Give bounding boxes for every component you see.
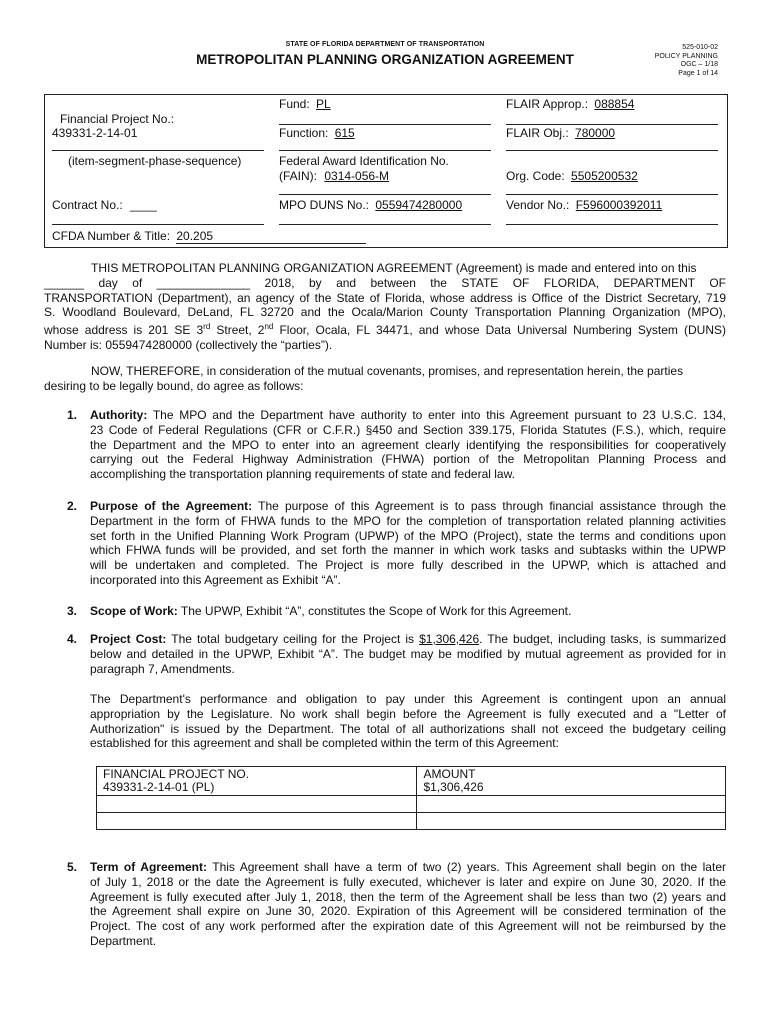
- flair-obj-value: 780000: [575, 126, 616, 140]
- org-code-field: Org. Code: 5505200532: [506, 169, 638, 183]
- state-department-heading: STATE OF FLORIDA DEPARTMENT OF TRANSPORTATION: [285, 41, 485, 48]
- org-code-value: 5505200532: [571, 169, 638, 183]
- flair-obj-field: FLAIR Obj.: 780000: [506, 126, 616, 140]
- form-number: 525-010-02: [682, 44, 718, 51]
- section-1-authority: Authority: The MPO and the Department have authority to enter into this Agreement pursuant to 23 U.S.C. 134, 23 Code of Federal Regulations (CFR or C.F.R.) §450 and Section 339.175, Florida Statutes (F.S.), which, require the Department and the MPO to enter into an agreement clearly identifying the responsibilities for cooperatively carrying out the Federal Highway Administration (FHWA) portion of the Metropolitan Planning Process and accomplishing the transportation planning requirements of state and federal law.: [90, 408, 726, 482]
- now-therefore-paragraph: NOW, THEREFORE, in consideration of the mutual covenants, promises, and representation herein, the parties desiring to be legally bound, do agree as follows:: [44, 364, 684, 393]
- table-cell: [97, 796, 417, 813]
- function-field: Function: 615: [279, 126, 355, 140]
- financial-project-table: [96, 766, 726, 830]
- fain-value: 0314-056-M: [324, 169, 390, 183]
- contract-value: ____: [130, 198, 157, 212]
- flair-approp-value: 088854: [594, 97, 635, 111]
- section-4-appropriation: The Department's performance and obligation to pay under this Agreement is contingent upon an annual appropriation by the Legislature. No work shall begin before the Agreement is fully executed and a "Letter of Authorization" is issued by the Department. The total of all authorizations shall not exceed the budgetary ceiling established for this agreement and shall be completed within the term of this Agreement:: [90, 692, 726, 751]
- form-info: [600, 44, 718, 78]
- amount-column-header: AMOUNT $1,306,426: [417, 767, 726, 796]
- divider: [279, 124, 491, 125]
- fain-field: (FAIN): 0314-056-M: [279, 169, 390, 183]
- policy-label: POLICY PLANNING: [654, 52, 718, 60]
- duns-field: MPO DUNS No.: 0559474280000: [279, 198, 463, 212]
- table-cell: [97, 813, 417, 830]
- section-5-term: Term of Agreement: This Agreement shall have a term of two (2) years. This Agreement shall begin on the later of July 1, 2018 or the date the Agreement is fully executed, whichever is later and expire on June 30, 2020. If the Agreement is fully executed after July 1, 2018, then the term of the Agreement shall be less than two (2) years and the Agreement shall expire on June 30, 2020. Expiration of this Agreement will be considered termination of the Project. The cost of any work performed after the expiration date of this Agreement will not be reimbursed by the Department.: [90, 860, 726, 948]
- fund-field: Fund: PL: [279, 97, 331, 111]
- fund-value: PL: [316, 97, 331, 111]
- project-cost-amount: $1,306,426: [419, 632, 480, 646]
- table-cell: [417, 796, 726, 813]
- divider: [279, 150, 491, 151]
- divider: [279, 194, 491, 195]
- cfda-value: 20.205: [176, 230, 366, 244]
- section-5-number: 5.: [67, 860, 78, 874]
- vendor-value: F596000392011: [575, 198, 663, 212]
- document-title: METROPOLITAN PLANNING ORGANIZATION AGREEMENT: [196, 52, 574, 67]
- function-value: 615: [334, 126, 355, 140]
- vendor-field: Vendor No.: F596000392011: [506, 198, 663, 212]
- divider: [506, 194, 718, 195]
- section-1-number: 1.: [67, 408, 78, 422]
- item-segment-label: (item-segment-phase-sequence): [68, 154, 242, 168]
- intro-paragraph: THIS METROPOLITAN PLANNING ORGANIZATION AGREEMENT (Agreement) is made and entered into on this ______ day of ______________ 2018, by and between the STATE OF FLORIDA, DEPARTMENT OF TRANSPORTATION (Department), an agency of the State of Florida, whose address is Office of the District Secretary, 719 S. Woodland Boulevard, DeLand, FL 32720 and the Ocala/Marion County Transportation Planning Organization (MPO), whose address is 201 SE 3rd Street, 2nd Floor, Ocala, FL 34471, and whose Data Universal Numbering System (DUNS) Number is: 0559474280000 (collectively the “parties”).: [44, 261, 726, 352]
- table-row: [97, 796, 726, 813]
- section-2-number: 2.: [67, 499, 78, 513]
- fp-column-header: FINANCIAL PROJECT NO. 439331-2-14-01 (PL): [97, 767, 417, 796]
- page-number: Page 1 of 14: [678, 69, 718, 77]
- table-row: [97, 813, 726, 830]
- cfda-field: CFDA Number & Title: 20.205: [52, 229, 366, 244]
- financial-project-label: Financial Project No.:: [60, 112, 175, 126]
- divider: [506, 150, 718, 151]
- divider: [506, 124, 718, 125]
- divider: [52, 150, 264, 151]
- divider: [279, 224, 491, 225]
- section-4-number: 4.: [67, 632, 78, 646]
- ogc-label: OGC – 1/18: [680, 61, 718, 69]
- section-3-number: 3.: [67, 604, 78, 618]
- section-4-cost: Project Cost: The total budgetary ceiling for the Project is $1,306,426. The budget, including tasks, is summarized below and detailed in the UPWP, Exhibit “A”. The budget may be modified by mutual agreement as provided for in paragraph 7, Amendments.: [90, 632, 727, 676]
- section-3-scope: Scope of Work: The UPWP, Exhibit “A”, constitutes the Scope of Work for this Agreement.: [90, 604, 572, 618]
- contract-label: Contract No.: ____: [52, 198, 157, 212]
- duns-value: 0559474280000: [375, 198, 463, 212]
- financial-project-value: 439331-2-14-01: [52, 126, 138, 140]
- fain-label: Federal Award Identification No.: [279, 154, 449, 168]
- divider: [52, 224, 264, 225]
- table-row: [97, 767, 726, 796]
- section-2-purpose: Purpose of the Agreement: The purpose of this Agreement is to pass through financial assistance through the Department in the form of FHWA funds to the MPO for the completion of transportation related planning activities set forth in the Unified Planning Work Program (UPWP) of the MPO (Project), state the terms and conditions upon which FHWA funds will be provided, and set forth the manner in which work tasks and subtasks within the UPWP will be undertaken and completed. The Project is more fully described in the UPWP, which is attached and incorporated into this Agreement as Exhibit “A”.: [90, 499, 727, 587]
- divider: [506, 224, 718, 225]
- flair-approp-field: FLAIR Approp.: 088854: [506, 97, 635, 111]
- table-cell: [417, 813, 726, 830]
